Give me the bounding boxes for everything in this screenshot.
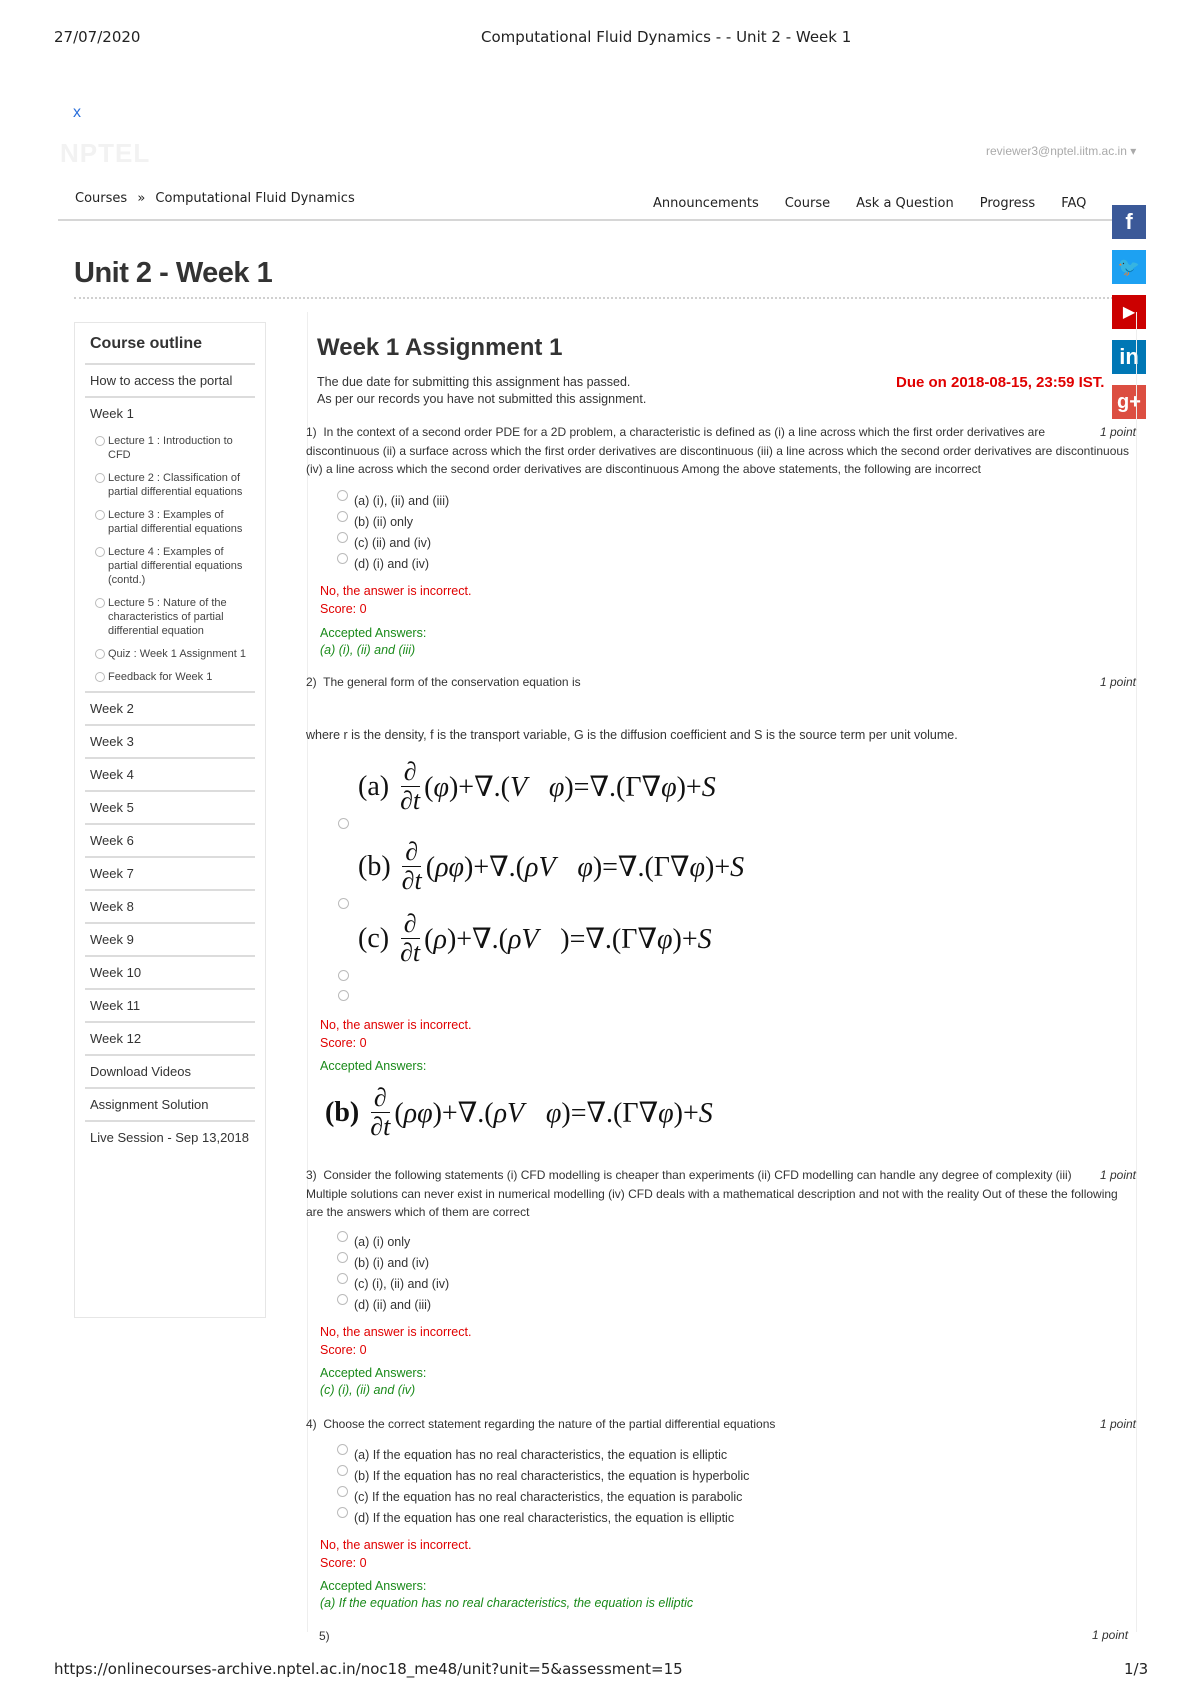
sidebar-subitem-lecture-5[interactable] xyxy=(95,591,255,642)
radio-icon[interactable] xyxy=(337,511,348,522)
question-3-text: Consider the following statements (i) CFD modelling is cheaper than experiments (ii) CFD modelling can handle any degree of complexity (iii) Multiple solutions can never exist in numerical modelling (iv) CFD deals with a mathematical description and not with the reality Out of these the following are the answers which of them are correct xyxy=(306,1168,1118,1219)
option-label: (d) (i) and (iv) xyxy=(354,556,430,571)
question-1-options xyxy=(337,490,449,574)
q1-accepted-answer: (a) (i), (ii) and (iii) xyxy=(320,643,416,657)
sidebar-item-week-10[interactable]: Week 10 xyxy=(85,955,255,988)
question-2-points: 1 point xyxy=(1099,675,1136,689)
radio-icon xyxy=(95,547,105,557)
radio-icon xyxy=(95,649,105,659)
sidebar-subitem-lecture-3[interactable] xyxy=(95,503,255,540)
q1-accepted-label: Accepted Answers: xyxy=(320,626,427,640)
facebook-icon[interactable]: f xyxy=(1112,205,1146,239)
question-2-number: 2) xyxy=(306,675,317,689)
question-2-note: where r is the density, f is the transport variable, G is the diffusion coefficient and S is the source term per unit volume. xyxy=(306,728,958,742)
question-3-number: 3) xyxy=(306,1168,317,1182)
q4-score: Score: 0 xyxy=(320,1556,367,1570)
option-1d[interactable] xyxy=(337,553,449,574)
question-2-text: The general form of the conservation equation is xyxy=(323,675,581,689)
q1-score: Score: 0 xyxy=(320,602,367,616)
sidebar-item-assignment-solution[interactable]: Assignment Solution xyxy=(85,1087,255,1120)
q3-accepted-label: Accepted Answers: xyxy=(320,1366,427,1380)
sidebar-item-how-to-access[interactable]: How to access the portal xyxy=(85,363,255,396)
sidebar-subitem-label: Lecture 5 : Nature of the characteristics of partial differential equation xyxy=(108,597,227,637)
print-date: 27/07/2020 xyxy=(54,28,141,46)
option-1c[interactable] xyxy=(337,532,449,553)
question-1-number: 1) xyxy=(306,425,317,439)
option-label: (a) (i) only xyxy=(354,1234,411,1249)
q3-accepted-answer: (c) (i), (ii) and (iv) xyxy=(320,1383,416,1397)
option-3b[interactable] xyxy=(337,1252,449,1273)
sidebar-subitem-label: Lecture 1 : Introduction to CFD xyxy=(108,435,233,461)
sidebar-item-week-8[interactable]: Week 8 xyxy=(85,889,255,922)
option-2b-radio[interactable] xyxy=(338,898,349,909)
equation-b: (b) $\frac{\partial}{\partial t}$ (ρφ)+∇.(ρV⃗φ)=∇.(Γ∇φ)+S xyxy=(358,837,745,895)
question-3-options xyxy=(337,1231,449,1315)
radio-icon xyxy=(95,672,105,682)
nav-faq[interactable]: FAQ xyxy=(1061,196,1087,211)
sidebar-subitem-label: Lecture 3 : Examples of partial differential equations xyxy=(108,509,243,535)
option-label: (b) (i) and (iv) xyxy=(354,1255,430,1270)
option-label: (b) If the equation has no real characteristics, the equation is hyperbolic xyxy=(354,1468,750,1483)
option-4c[interactable] xyxy=(337,1486,749,1507)
option-4d[interactable] xyxy=(337,1507,749,1528)
due-date: Due on 2018-08-15, 23:59 IST. xyxy=(896,374,1105,391)
question-4-text: Choose the correct statement regarding the nature of the partial differential equations xyxy=(323,1417,776,1431)
due-passed-text: The due date for submitting this assignment has passed. xyxy=(317,375,631,389)
question-4-points: 1 point xyxy=(1099,1417,1136,1431)
nptel-logo[interactable]: NPTEL xyxy=(60,138,151,168)
sidebar-item-week-2[interactable]: Week 2 xyxy=(85,691,255,724)
option-label: (d) (ii) and (iii) xyxy=(354,1297,432,1312)
question-4 xyxy=(306,1415,1136,1434)
q4-accepted-answer: (a) If the equation has no real characteristics, the equation is elliptic xyxy=(320,1596,694,1610)
breadcrumb-courses[interactable]: Courses xyxy=(75,191,128,206)
sidebar-item-download-videos[interactable]: Download Videos xyxy=(85,1054,255,1087)
radio-icon xyxy=(95,598,105,608)
sidebar-item-week-1[interactable]: Week 1 xyxy=(85,396,255,429)
option-1b[interactable] xyxy=(337,511,449,532)
nav-ask-question[interactable]: Ask a Question xyxy=(856,196,954,211)
question-4-number: 4) xyxy=(306,1417,317,1431)
linkedin-icon[interactable]: in xyxy=(1112,340,1146,374)
question-3-points: 1 point xyxy=(1099,1168,1136,1182)
nav-announcements[interactable]: Announcements xyxy=(653,196,759,211)
radio-icon[interactable] xyxy=(337,553,348,564)
q2-accepted-equation: (b) $\frac{\partial}{\partial t}$ (ρφ)+∇.(ρV⃗φ)=∇.(Γ∇φ)+S xyxy=(325,1083,713,1141)
radio-icon[interactable] xyxy=(337,1444,348,1455)
sidebar-item-week-12[interactable]: Week 12 xyxy=(85,1021,255,1054)
header-divider xyxy=(58,219,1143,221)
equation-a: (a) $\frac{\partial}{\partial t}$ (φ)+∇.(V⃗φ)=∇.(Γ∇φ)+S xyxy=(358,757,716,815)
close-icon[interactable]: x xyxy=(73,104,81,121)
breadcrumb xyxy=(75,191,355,206)
option-label: (c) (i), (ii) and (iv) xyxy=(354,1276,450,1291)
sidebar-item-live-session[interactable]: Live Session - Sep 13,2018 xyxy=(85,1120,255,1153)
equation-b-label: (b) xyxy=(358,850,391,882)
print-url: https://onlinecourses-archive.nptel.ac.in/noc18_me48/unit?unit=5&assessment=15 xyxy=(54,1660,683,1678)
question-3 xyxy=(306,1166,1136,1222)
breadcrumb-course[interactable]: Computational Fluid Dynamics xyxy=(155,191,355,206)
q3-incorrect: No, the answer is incorrect. xyxy=(320,1325,472,1339)
radio-icon[interactable] xyxy=(337,1231,348,1242)
q1-incorrect: No, the answer is incorrect. xyxy=(320,584,472,598)
sidebar-subitem-label: Lecture 2 : Classification of partial differential equations xyxy=(108,472,243,498)
question-4-options xyxy=(337,1444,749,1528)
q3-score: Score: 0 xyxy=(320,1343,367,1357)
title-divider xyxy=(74,297,1137,299)
option-label: (c) (ii) and (iv) xyxy=(354,535,432,550)
print-title: Computational Fluid Dynamics - - Unit 2 - Week 1 xyxy=(481,28,852,46)
sidebar-item-week-7[interactable]: Week 7 xyxy=(85,856,255,889)
sidebar-item-week-4[interactable]: Week 4 xyxy=(85,757,255,790)
nav-course[interactable]: Course xyxy=(784,196,831,211)
option-3a[interactable] xyxy=(337,1231,449,1252)
option-1a[interactable] xyxy=(337,490,449,511)
radio-icon[interactable] xyxy=(337,1465,348,1476)
radio-icon[interactable] xyxy=(337,1294,348,1305)
equation-c-label: (c) xyxy=(358,922,390,954)
option-label: (d) If the equation has one real characteristics, the equation is elliptic xyxy=(354,1510,735,1525)
sidebar-item-week-9[interactable]: Week 9 xyxy=(85,922,255,955)
course-outline xyxy=(74,322,266,1318)
radio-icon[interactable] xyxy=(337,1486,348,1497)
not-submitted-text: As per our records you have not submitted this assignment. xyxy=(317,392,647,406)
q4-incorrect: No, the answer is incorrect. xyxy=(320,1538,472,1552)
print-page-number: 1/3 xyxy=(1124,1660,1149,1678)
option-label: (c) If the equation has no real characteristics, the equation is parabolic xyxy=(354,1489,743,1504)
sidebar-item-week-3[interactable]: Week 3 xyxy=(85,724,255,757)
radio-icon xyxy=(95,436,105,446)
sidebar-subitem-label: Feedback for Week 1 xyxy=(108,671,213,683)
question-1-points: 1 point xyxy=(1099,425,1136,439)
question-5-number: 5) xyxy=(319,1629,330,1643)
sidebar-subitem-lecture-4[interactable] xyxy=(95,540,255,591)
equation-c: (c) $\frac{\partial}{\partial t}$ (ρ)+∇.(ρV⃗)=∇.(Γ∇φ)+S xyxy=(358,909,712,967)
option-2d-radio[interactable] xyxy=(338,990,349,1001)
option-4a[interactable] xyxy=(337,1444,749,1465)
assignment-title: Week 1 Assignment 1 xyxy=(317,334,563,361)
question-5-points: 1 point xyxy=(1092,1628,1129,1642)
q2-accepted-label-b: (b) xyxy=(325,1096,360,1128)
sidebar-subitem-quiz[interactable] xyxy=(95,642,255,665)
radio-icon[interactable] xyxy=(337,1507,348,1518)
option-2c-radio[interactable] xyxy=(338,970,349,981)
option-label: (a) If the equation has no real characteristics, the equation is elliptic xyxy=(354,1447,728,1462)
q2-accepted-label: Accepted Answers: xyxy=(320,1059,427,1073)
sidebar-item-week-11[interactable]: Week 11 xyxy=(85,988,255,1021)
top-nav xyxy=(627,194,1086,212)
question-2 xyxy=(306,673,1136,692)
sidebar-subitem-label: Lecture 4 : Examples of partial differential equations (contd.) xyxy=(108,546,243,586)
course-outline-title: Course outline xyxy=(90,335,203,352)
user-menu[interactable]: reviewer3@nptel.iitm.ac.in ▾ xyxy=(986,144,1137,158)
sidebar-item-week-5[interactable]: Week 5 xyxy=(85,790,255,823)
option-label: (b) (ii) only xyxy=(354,514,414,529)
radio-icon[interactable] xyxy=(337,1252,348,1263)
q2-incorrect: No, the answer is incorrect. xyxy=(320,1018,472,1032)
q4-accepted-label: Accepted Answers: xyxy=(320,1579,427,1593)
radio-icon[interactable] xyxy=(337,490,348,501)
radio-icon xyxy=(95,473,105,483)
radio-icon[interactable] xyxy=(337,1273,348,1284)
question-1-text: In the context of a second order PDE for a 2D problem, a characteristic is defined as (i) a line across which the first order derivatives are discontinuous (ii) a surface across which the first order derivatives are discontinuous (iii) a line across which the second order derivatives are discontinuous (iv) a line across which the second order derivatives are discontinuous Among the above statements, the following are incorrect xyxy=(306,425,1130,476)
sidebar-item-week-6[interactable]: Week 6 xyxy=(85,823,255,856)
page-title: Unit 2 - Week 1 xyxy=(74,257,273,289)
option-label: (a) (i), (ii) and (iii) xyxy=(354,493,450,508)
youtube-icon[interactable]: ▶ xyxy=(1112,295,1146,329)
sidebar-subitem-feedback[interactable] xyxy=(95,665,255,691)
option-3c[interactable] xyxy=(337,1273,449,1294)
sidebar-subitem-lecture-2[interactable] xyxy=(95,466,255,503)
breadcrumb-separator: » xyxy=(137,191,146,206)
sidebar-subitem-lecture-1[interactable] xyxy=(95,429,255,466)
option-3d[interactable] xyxy=(337,1294,449,1315)
option-2a-radio[interactable] xyxy=(338,818,349,829)
equation-a-label: (a) xyxy=(358,770,390,802)
q2-score: Score: 0 xyxy=(320,1036,367,1050)
sidebar-subitem-label: Quiz : Week 1 Assignment 1 xyxy=(108,648,246,660)
question-1 xyxy=(306,423,1136,479)
twitter-icon[interactable]: 🐦 xyxy=(1112,250,1146,284)
google-plus-icon[interactable]: g+ xyxy=(1112,385,1146,419)
nav-progress[interactable]: Progress xyxy=(979,196,1036,211)
radio-icon xyxy=(95,510,105,520)
radio-icon[interactable] xyxy=(337,532,348,543)
option-4b[interactable] xyxy=(337,1465,749,1486)
